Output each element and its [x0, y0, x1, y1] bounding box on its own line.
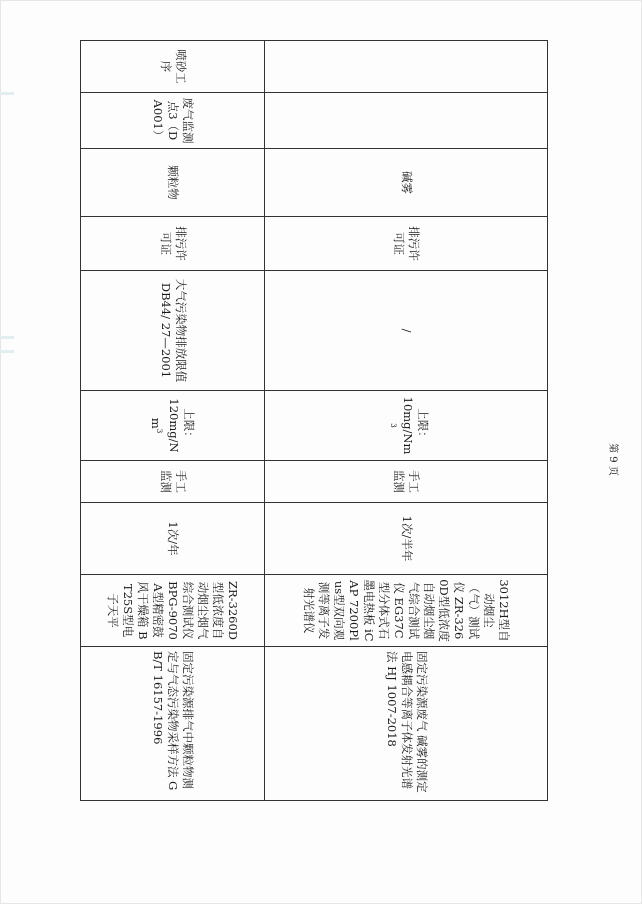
cell-standard: 大气污染物排放限值 DB44/ 27—2001	[81, 271, 265, 391]
table-row	[81, 41, 265, 801]
cell-item: 颗粒物	[81, 149, 265, 217]
cell-analysis: 固定污染源排气中颗粒物测定与气态污染物采样方法 GB/T 16157-1996	[81, 647, 265, 801]
cell-method: 手工监测	[81, 461, 265, 503]
cell-point: 废气监测点3（DA001）	[81, 93, 265, 149]
cell-analysis: 固定污染源废气 碱雾的测定电感耦合等离子体发射光谱法 HJ 1007-2018	[265, 647, 548, 801]
cell-instrument: 3012H型自动烟尘（气）测试仪 ZR-3260D型低浓度自动烟尘烟气综合测试仪 EG37C型分体式石墨电热板 iCAP 7200Plus型双向观测等离子发射光谱仪	[265, 575, 548, 647]
cell-frequency: 1次/半年	[265, 503, 548, 575]
cell-basis: 排污许可证	[265, 217, 548, 271]
scan-mark	[0, 336, 14, 339]
limit-value: 10mg/Nm	[401, 396, 415, 455]
cell-limit	[265, 391, 548, 461]
limit-unit-sup: 3	[155, 428, 164, 434]
limit-prefix: 上限：	[416, 408, 430, 443]
monitoring-table-rotated	[80, 40, 548, 800]
scan-mark	[0, 92, 14, 95]
cell-item: 碱雾	[265, 149, 548, 217]
limit-prefix: 上限：	[182, 408, 197, 443]
limit-unit-sup: 3	[389, 423, 397, 428]
cell-basis: 排污许可证	[81, 217, 265, 271]
cell-process: 喷砂工序	[81, 41, 265, 93]
cell-instrument: ZR-3260D型低浓度自动烟尘烟气综合测试仪 BPG-9070A型精密鼓风干燥箱 BT25S型电子天平	[81, 575, 265, 647]
cell-point	[265, 93, 548, 149]
cell-frequency: 1次/年	[81, 503, 265, 575]
page-number: 第 9 页	[606, 443, 618, 476]
cell-standard: /	[265, 271, 548, 391]
cell-process	[265, 41, 548, 93]
table-row	[265, 41, 548, 801]
scan-mark	[0, 350, 14, 353]
limit-value: 120mg/Nm	[149, 398, 182, 453]
cell-method: 手工监测	[265, 461, 548, 503]
monitoring-table	[80, 40, 548, 801]
cell-limit	[81, 391, 265, 461]
